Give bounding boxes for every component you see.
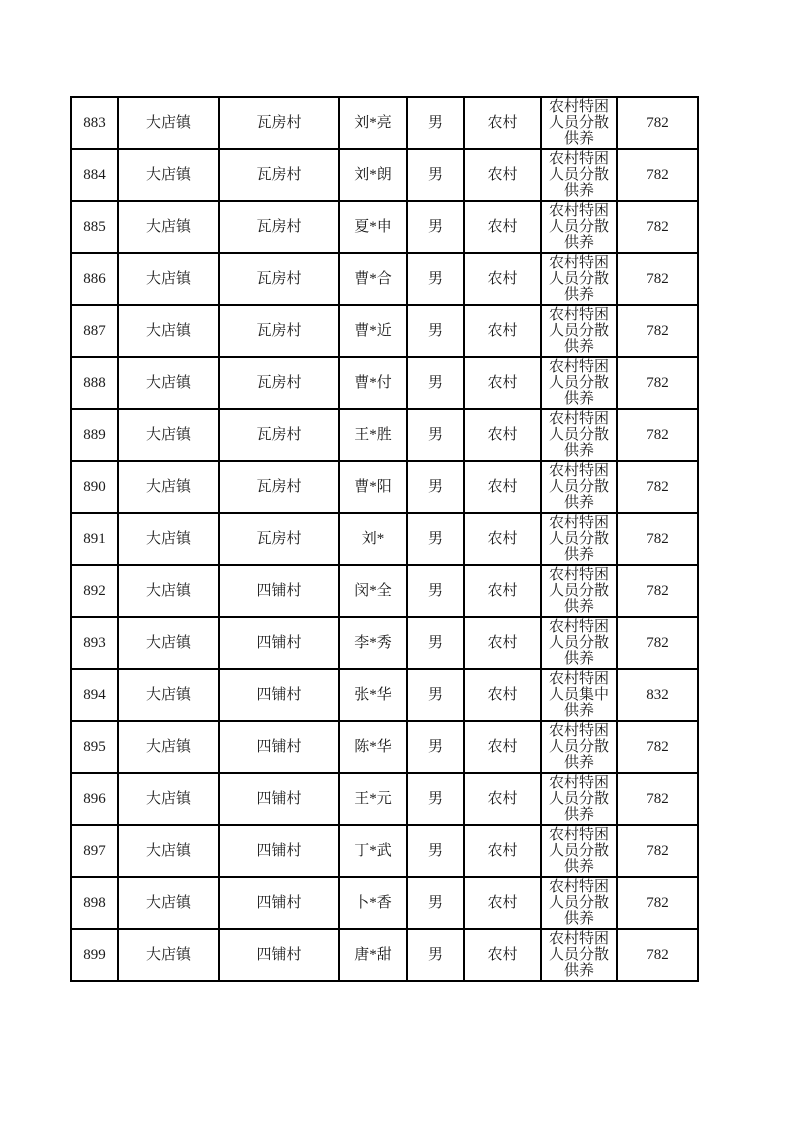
support-type-cell: 农村特困人员分散供养 [541, 513, 617, 565]
table-row [71, 357, 698, 409]
amount-cell: 782 [617, 565, 698, 617]
support-type-cell: 农村特困人员集中供养 [541, 669, 617, 721]
town-cell: 大店镇 [118, 409, 219, 461]
category-cell: 农村 [464, 773, 541, 825]
support-type-cell: 农村特困人员分散供养 [541, 929, 617, 981]
row-number-cell: 886 [71, 253, 118, 305]
support-type-cell: 农村特困人员分散供养 [541, 97, 617, 149]
row-number-cell: 888 [71, 357, 118, 409]
name-cell: 夏*申 [339, 201, 407, 253]
amount-cell: 782 [617, 461, 698, 513]
table-row [71, 149, 698, 201]
gender-cell: 男 [407, 877, 464, 929]
name-cell: 李*秀 [339, 617, 407, 669]
amount-cell: 782 [617, 305, 698, 357]
town-cell: 大店镇 [118, 825, 219, 877]
table-row [71, 721, 698, 773]
name-cell: 张*华 [339, 669, 407, 721]
table-row [71, 929, 698, 981]
row-number-cell: 899 [71, 929, 118, 981]
category-cell: 农村 [464, 669, 541, 721]
name-cell: 唐*甜 [339, 929, 407, 981]
table-body [71, 97, 698, 981]
town-cell: 大店镇 [118, 201, 219, 253]
row-number-cell: 898 [71, 877, 118, 929]
gender-cell: 男 [407, 513, 464, 565]
category-cell: 农村 [464, 513, 541, 565]
town-cell: 大店镇 [118, 149, 219, 201]
row-number-cell: 887 [71, 305, 118, 357]
amount-cell: 782 [617, 149, 698, 201]
table-row [71, 669, 698, 721]
row-number-cell: 895 [71, 721, 118, 773]
support-type-cell: 农村特困人员分散供养 [541, 409, 617, 461]
category-cell: 农村 [464, 253, 541, 305]
row-number-cell: 890 [71, 461, 118, 513]
gender-cell: 男 [407, 357, 464, 409]
amount-cell: 782 [617, 409, 698, 461]
support-type-cell: 农村特困人员分散供养 [541, 877, 617, 929]
gender-cell: 男 [407, 461, 464, 513]
support-type-cell: 农村特困人员分散供养 [541, 201, 617, 253]
town-cell: 大店镇 [118, 565, 219, 617]
town-cell: 大店镇 [118, 929, 219, 981]
name-cell: 曹*近 [339, 305, 407, 357]
support-type-cell: 农村特困人员分散供养 [541, 149, 617, 201]
name-cell: 曹*付 [339, 357, 407, 409]
name-cell: 刘* [339, 513, 407, 565]
town-cell: 大店镇 [118, 669, 219, 721]
amount-cell: 782 [617, 97, 698, 149]
name-cell: 卜*香 [339, 877, 407, 929]
table-row [71, 253, 698, 305]
row-number-cell: 893 [71, 617, 118, 669]
town-cell: 大店镇 [118, 461, 219, 513]
category-cell: 农村 [464, 305, 541, 357]
village-cell: 瓦房村 [219, 305, 339, 357]
village-cell: 瓦房村 [219, 201, 339, 253]
category-cell: 农村 [464, 565, 541, 617]
table-row [71, 877, 698, 929]
gender-cell: 男 [407, 721, 464, 773]
gender-cell: 男 [407, 773, 464, 825]
category-cell: 农村 [464, 825, 541, 877]
gender-cell: 男 [407, 825, 464, 877]
row-number-cell: 894 [71, 669, 118, 721]
village-cell: 四铺村 [219, 877, 339, 929]
gender-cell: 男 [407, 97, 464, 149]
category-cell: 农村 [464, 461, 541, 513]
support-type-cell: 农村特困人员分散供养 [541, 461, 617, 513]
row-number-cell: 884 [71, 149, 118, 201]
name-cell: 丁*武 [339, 825, 407, 877]
row-number-cell: 897 [71, 825, 118, 877]
row-number-cell: 896 [71, 773, 118, 825]
village-cell: 瓦房村 [219, 357, 339, 409]
category-cell: 农村 [464, 97, 541, 149]
category-cell: 农村 [464, 929, 541, 981]
village-cell: 四铺村 [219, 825, 339, 877]
name-cell: 刘*亮 [339, 97, 407, 149]
town-cell: 大店镇 [118, 97, 219, 149]
village-cell: 四铺村 [219, 669, 339, 721]
gender-cell: 男 [407, 409, 464, 461]
amount-cell: 832 [617, 669, 698, 721]
village-cell: 瓦房村 [219, 409, 339, 461]
table-row [71, 97, 698, 149]
table-row [71, 617, 698, 669]
village-cell: 瓦房村 [219, 97, 339, 149]
gender-cell: 男 [407, 565, 464, 617]
support-type-cell: 农村特困人员分散供养 [541, 305, 617, 357]
row-number-cell: 883 [71, 97, 118, 149]
village-cell: 四铺村 [219, 565, 339, 617]
village-cell: 四铺村 [219, 721, 339, 773]
category-cell: 农村 [464, 409, 541, 461]
amount-cell: 782 [617, 617, 698, 669]
amount-cell: 782 [617, 929, 698, 981]
amount-cell: 782 [617, 721, 698, 773]
table-row [71, 409, 698, 461]
name-cell: 曹*合 [339, 253, 407, 305]
town-cell: 大店镇 [118, 617, 219, 669]
row-number-cell: 885 [71, 201, 118, 253]
category-cell: 农村 [464, 149, 541, 201]
support-type-cell: 农村特困人员分散供养 [541, 565, 617, 617]
town-cell: 大店镇 [118, 721, 219, 773]
category-cell: 农村 [464, 721, 541, 773]
name-cell: 曹*阳 [339, 461, 407, 513]
name-cell: 王*胜 [339, 409, 407, 461]
table-row [71, 565, 698, 617]
support-type-cell: 农村特困人员分散供养 [541, 253, 617, 305]
table-row [71, 461, 698, 513]
table-row [71, 513, 698, 565]
amount-cell: 782 [617, 773, 698, 825]
row-number-cell: 889 [71, 409, 118, 461]
village-cell: 瓦房村 [219, 513, 339, 565]
village-cell: 四铺村 [219, 929, 339, 981]
support-type-cell: 农村特困人员分散供养 [541, 617, 617, 669]
category-cell: 农村 [464, 357, 541, 409]
gender-cell: 男 [407, 305, 464, 357]
town-cell: 大店镇 [118, 877, 219, 929]
town-cell: 大店镇 [118, 513, 219, 565]
category-cell: 农村 [464, 201, 541, 253]
amount-cell: 782 [617, 357, 698, 409]
amount-cell: 782 [617, 201, 698, 253]
town-cell: 大店镇 [118, 357, 219, 409]
name-cell: 陈*华 [339, 721, 407, 773]
name-cell: 刘*朗 [339, 149, 407, 201]
amount-cell: 782 [617, 513, 698, 565]
amount-cell: 782 [617, 253, 698, 305]
benefits-table [70, 96, 699, 982]
village-cell: 瓦房村 [219, 149, 339, 201]
support-type-cell: 农村特困人员分散供养 [541, 825, 617, 877]
row-number-cell: 892 [71, 565, 118, 617]
gender-cell: 男 [407, 929, 464, 981]
village-cell: 四铺村 [219, 617, 339, 669]
table-row [71, 773, 698, 825]
gender-cell: 男 [407, 253, 464, 305]
amount-cell: 782 [617, 825, 698, 877]
table-row [71, 825, 698, 877]
support-type-cell: 农村特困人员分散供养 [541, 357, 617, 409]
name-cell: 闵*全 [339, 565, 407, 617]
village-cell: 四铺村 [219, 773, 339, 825]
village-cell: 瓦房村 [219, 461, 339, 513]
table-row [71, 201, 698, 253]
gender-cell: 男 [407, 149, 464, 201]
village-cell: 瓦房村 [219, 253, 339, 305]
town-cell: 大店镇 [118, 305, 219, 357]
row-number-cell: 891 [71, 513, 118, 565]
gender-cell: 男 [407, 669, 464, 721]
support-type-cell: 农村特困人员分散供养 [541, 773, 617, 825]
category-cell: 农村 [464, 617, 541, 669]
category-cell: 农村 [464, 877, 541, 929]
table-row [71, 305, 698, 357]
amount-cell: 782 [617, 877, 698, 929]
name-cell: 王*元 [339, 773, 407, 825]
town-cell: 大店镇 [118, 253, 219, 305]
gender-cell: 男 [407, 201, 464, 253]
gender-cell: 男 [407, 617, 464, 669]
support-type-cell: 农村特困人员分散供养 [541, 721, 617, 773]
town-cell: 大店镇 [118, 773, 219, 825]
